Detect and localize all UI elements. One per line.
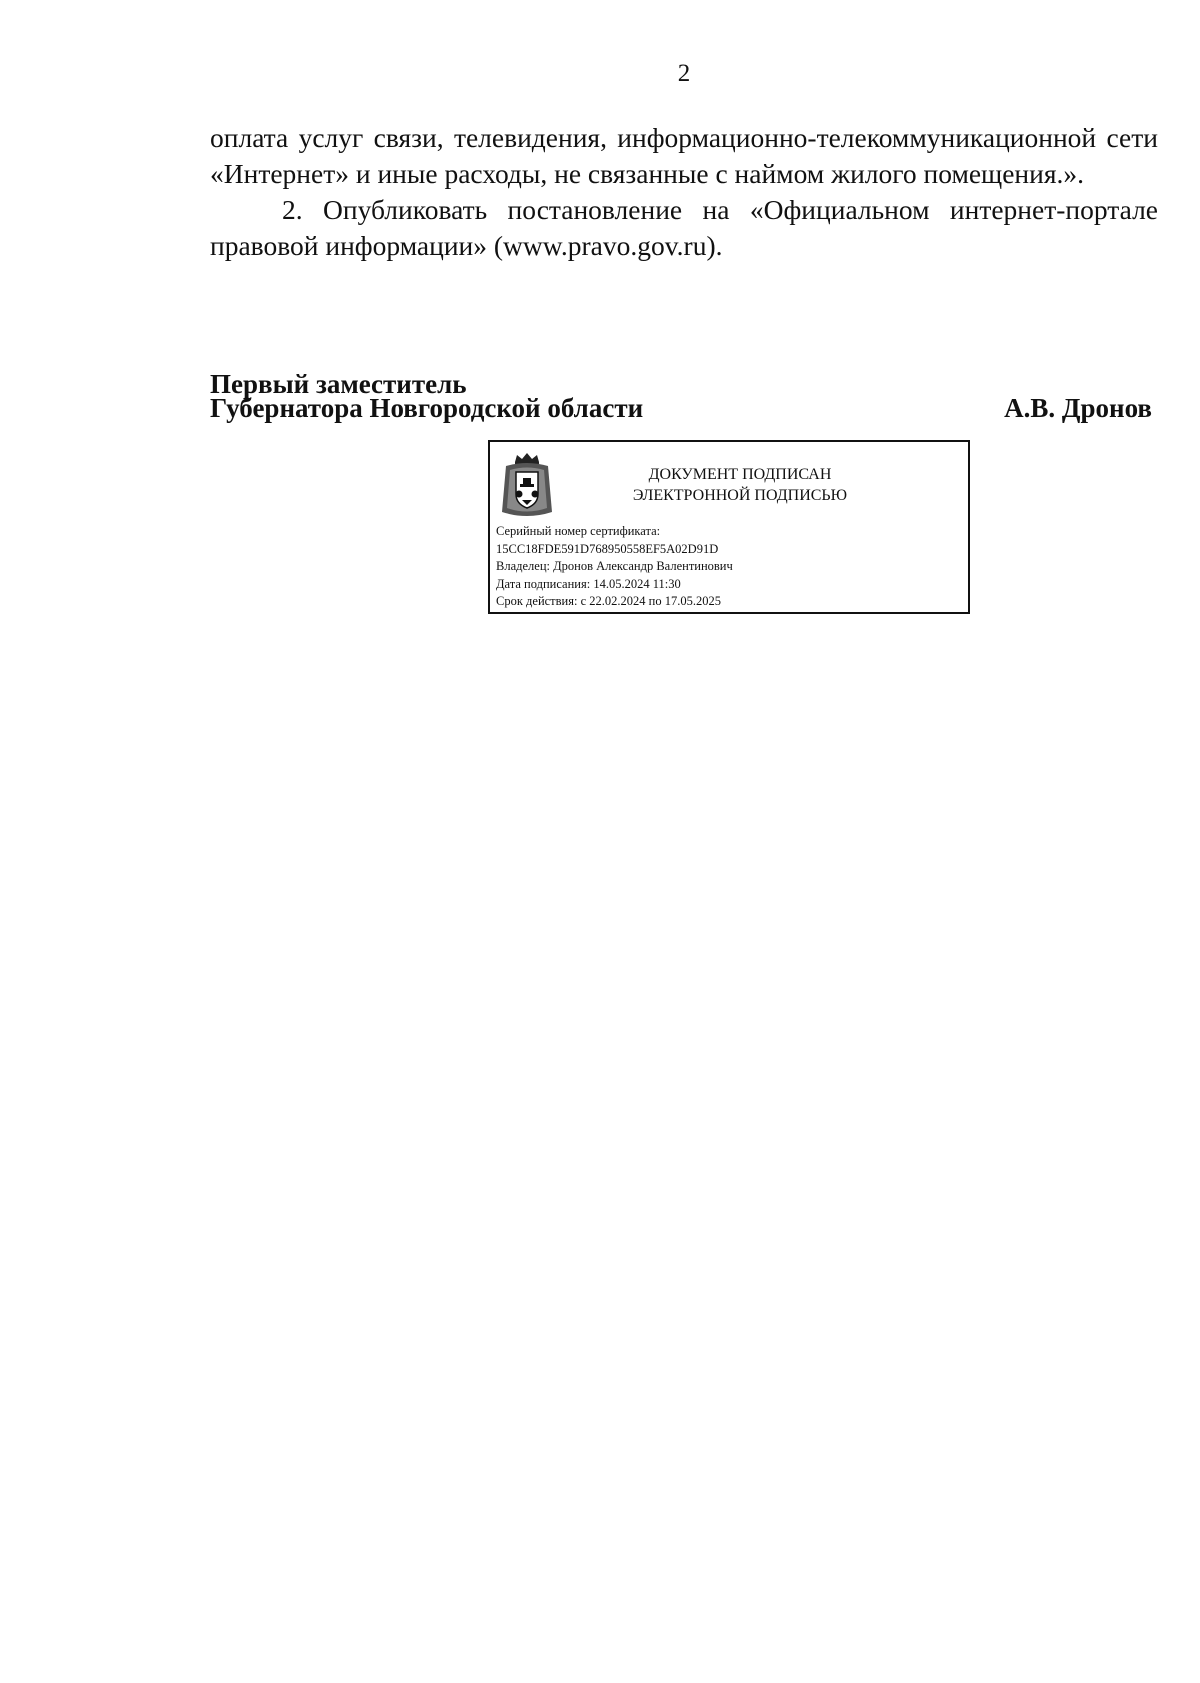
signatory-position	[210, 369, 644, 423]
stamp-heading-line-1: ДОКУМЕНТ ПОДПИСАН	[648, 466, 832, 483]
stamp-heading-line-2: ЭЛЕКТРОННОЙ ПОДПИСЬЮ	[632, 487, 848, 504]
certificate-validity: Срок действия: с 22.02.2024 по 17.05.2025	[496, 594, 721, 608]
paragraph-publish: 2. Опубликовать постановление на «Официальном интернет-портале правовой информации» (www.pravo.gov.ru).	[210, 194, 1158, 261]
signatory-position-line-2: Губернатора Новгородской области	[210, 393, 644, 423]
signatory-name: А.В. Дронов	[1004, 393, 1152, 423]
stamp-heading	[570, 464, 910, 506]
paragraph-continuation: оплата услуг связи, телевидения, информационно-телекоммуникационной сети «Интернет» и иные расходы, не связанные с наймом жилого помещения.».	[210, 122, 1158, 189]
page-number: 2	[677, 60, 691, 87]
signatory-position-line-1: Первый заместитель	[210, 369, 467, 399]
document-body	[210, 120, 1158, 264]
signing-date: Дата подписания: 14.05.2024 11:30	[496, 576, 681, 591]
e-signature-stamp	[488, 440, 970, 614]
certificate-serial-value: 15CC18FDE591D768950558EF5A02D91D	[496, 541, 719, 556]
stamp-details	[496, 523, 733, 611]
coat-of-arms-icon	[498, 450, 556, 520]
certificate-owner: Владелец: Дронов Александр Валентинович	[496, 559, 733, 573]
certificate-serial-label: Серийный номер сертификата:	[496, 524, 661, 538]
